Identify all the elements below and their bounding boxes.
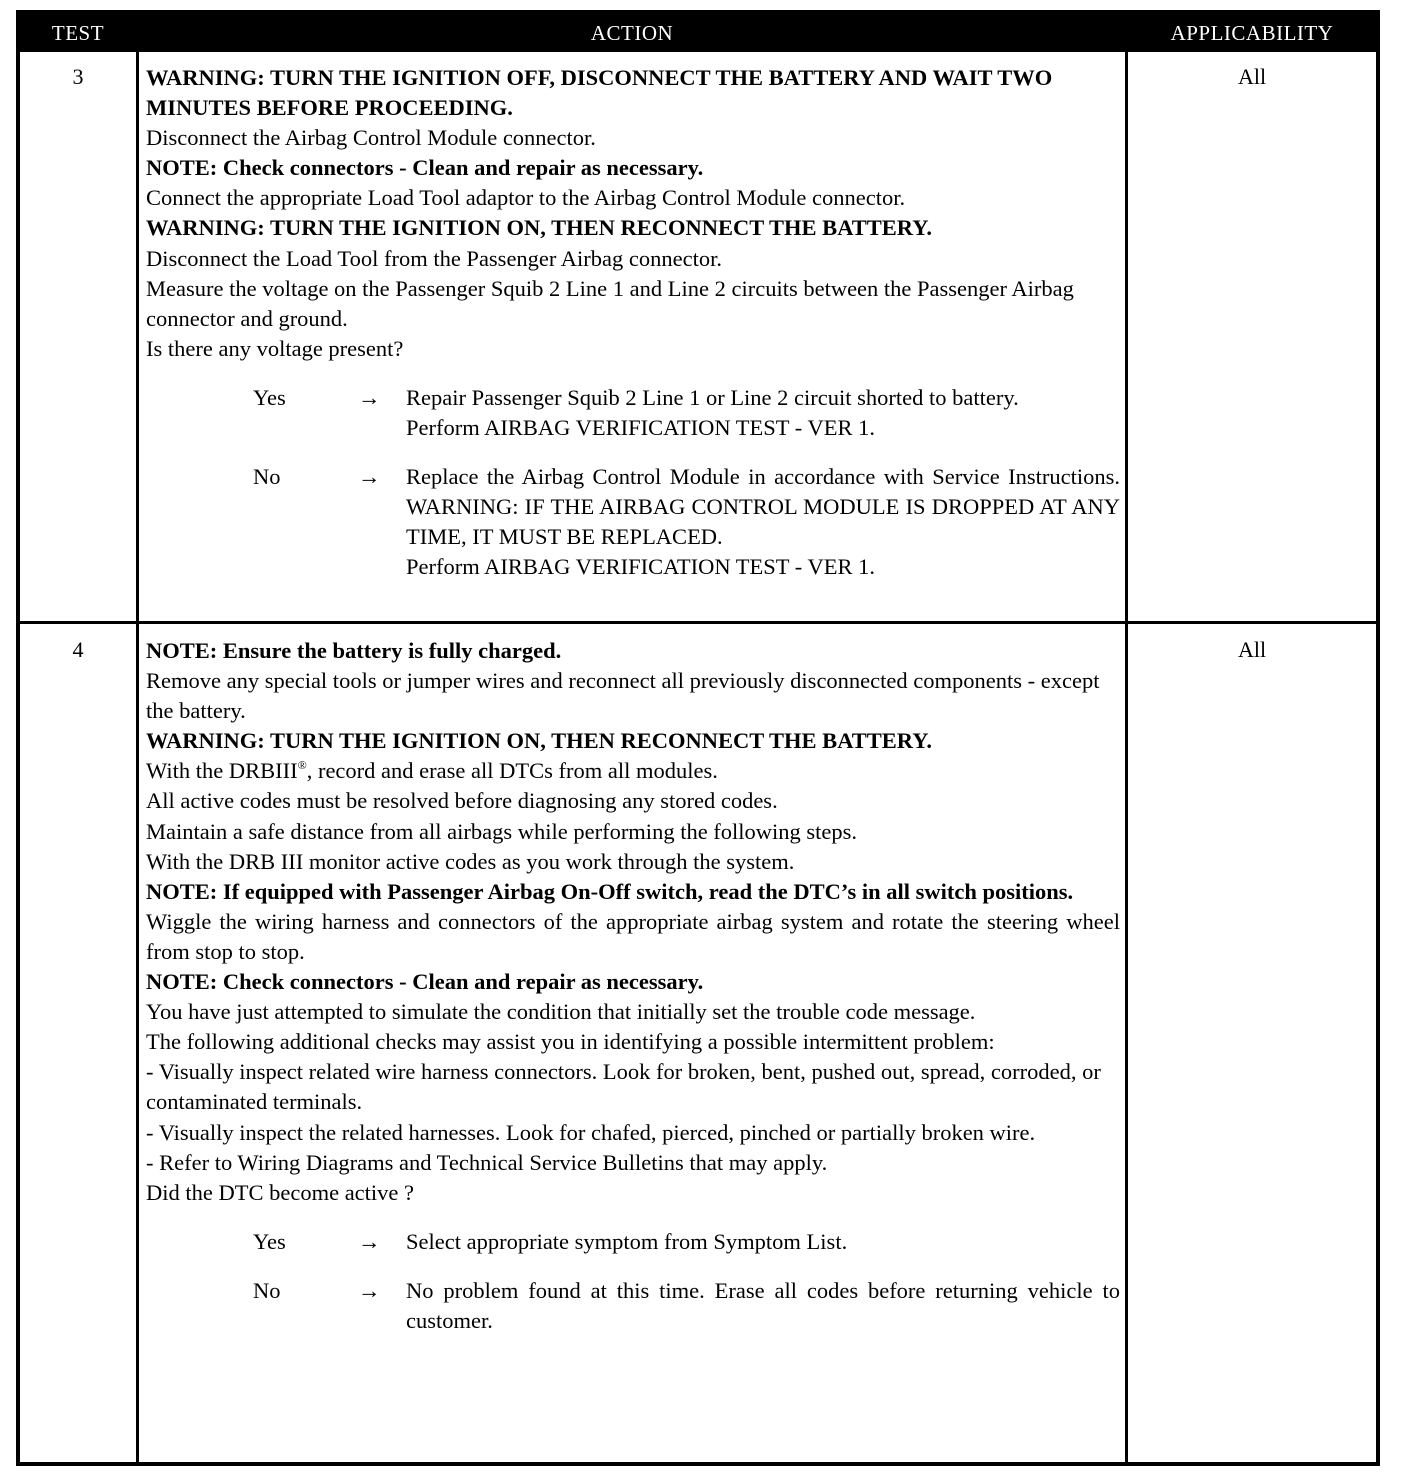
no-label: No: [253, 1277, 281, 1303]
arrow-right-icon: →: [358, 1277, 381, 1303]
yes-label: Yes: [253, 1228, 286, 1254]
applicability-3: All: [1237, 64, 1267, 89]
action-line: NOTE: Ensure the battery is fully charged.: [146, 638, 562, 663]
action-line: Did the DTC become active ?: [146, 1179, 415, 1205]
column-divider: [1125, 52, 1128, 1462]
no-answer: [146, 462, 1120, 582]
column-divider: [136, 52, 139, 1462]
no-text: Replace the Airbag Control Module in accordance with Service Instructions. WARNING: IF THE AIRBAG CONTROL MODULE IS DROPPED AT ANY TIME, IT MUST BE REPLACED. Perform AIRBAG VERIFICATION TEST - VER 1.: [406, 464, 1120, 580]
action-line: Disconnect the Airbag Control Module connector.: [146, 125, 596, 151]
action-line: WARNING: TURN THE IGNITION ON, THEN RECONNECT THE BATTERY.: [146, 215, 933, 241]
action-line: Connect the appropriate Load Tool adaptor to the Airbag Control Module connector.: [146, 185, 906, 211]
action-line: - Visually inspect related wire harness connectors. Look for broken, bent, pushed out, spread, corroded, or contaminated terminals.: [146, 1059, 1101, 1115]
action-line: Wiggle the wiring harness and connectors of the appropriate airbag system and rotate the steering wheel from stop to stop.: [146, 908, 1120, 964]
action-line: - Visually inspect the related harnesses. Look for chafed, pierced, pinched or partially broken wire.: [146, 1119, 1036, 1145]
diagnostic-table: [16, 10, 1380, 1466]
header-action: ACTION: [590, 21, 674, 45]
arrow-right-icon: →: [358, 1228, 381, 1254]
action-line: Measure the voltage on the Passenger Squib 2 Line 1 and Line 2 circuits between the Passenger Airbag connector and ground.: [146, 275, 1074, 331]
action-line: You have just attempted to simulate the condition that initially set the trouble code message.: [146, 999, 976, 1025]
no-label: No: [253, 464, 281, 490]
action-line: With the DRBIII®, record and erase all DTCs from all modules.: [146, 758, 718, 784]
applicability-4: All: [1237, 637, 1267, 662]
test-number-3: 3: [72, 64, 84, 89]
header-test: TEST: [51, 21, 105, 45]
no-text: No problem found at this time. Erase all codes before returning vehicle to customer.: [406, 1277, 1120, 1333]
yes-answer: [146, 383, 1120, 443]
header-applicability: APPLICABILITY: [1170, 21, 1334, 45]
action-line: NOTE: If equipped with Passenger Airbag On-Off switch, read the DTC’s in all switch positions.: [146, 878, 1074, 904]
arrow-right-icon: →: [358, 464, 381, 490]
action-line: With the DRB III monitor active codes as you work through the system.: [146, 848, 795, 874]
action-line: Remove any special tools or jumper wires and reconnect all previously disconnected components - except the battery.: [146, 668, 1100, 724]
action-line: WARNING: TURN THE IGNITION OFF, DISCONNECT THE BATTERY AND WAIT TWO MINUTES BEFORE PROCEEDING.: [146, 65, 1053, 121]
test-number-4: 4: [72, 637, 84, 662]
action-line: Maintain a safe distance from all airbags while performing the following steps.: [146, 818, 858, 844]
yes-answer: [146, 1227, 1120, 1257]
action-line: Disconnect the Load Tool from the Passenger Airbag connector.: [146, 245, 722, 271]
row-divider: [20, 621, 1376, 624]
yes-label: Yes: [253, 384, 286, 410]
table-header: [20, 14, 1376, 52]
action-line: Is there any voltage present?: [146, 335, 404, 361]
action-line: All active codes must be resolved before diagnosing any stored codes.: [146, 788, 778, 814]
action-line: NOTE: Check connectors - Clean and repair as necessary.: [146, 969, 704, 995]
arrow-right-icon: →: [358, 384, 381, 410]
action-line: The following additional checks may assist you in identifying a possible intermittent problem:: [146, 1029, 995, 1055]
no-answer: [146, 1276, 1120, 1336]
action-line: NOTE: Check connectors - Clean and repair as necessary.: [146, 155, 704, 181]
yes-text: Select appropriate symptom from Symptom List.: [406, 1228, 848, 1254]
yes-text: Repair Passenger Squib 2 Line 1 or Line 2 circuit shorted to battery. Perform AIRBAG VERIFICATION TEST - VER 1.: [406, 384, 1019, 441]
action-cell-4: [146, 636, 1120, 1336]
action-line: WARNING: TURN THE IGNITION ON, THEN RECONNECT THE BATTERY.: [146, 728, 933, 754]
action-line: - Refer to Wiring Diagrams and Technical Service Bulletins that may apply.: [146, 1149, 828, 1175]
action-cell-3: [146, 63, 1120, 583]
